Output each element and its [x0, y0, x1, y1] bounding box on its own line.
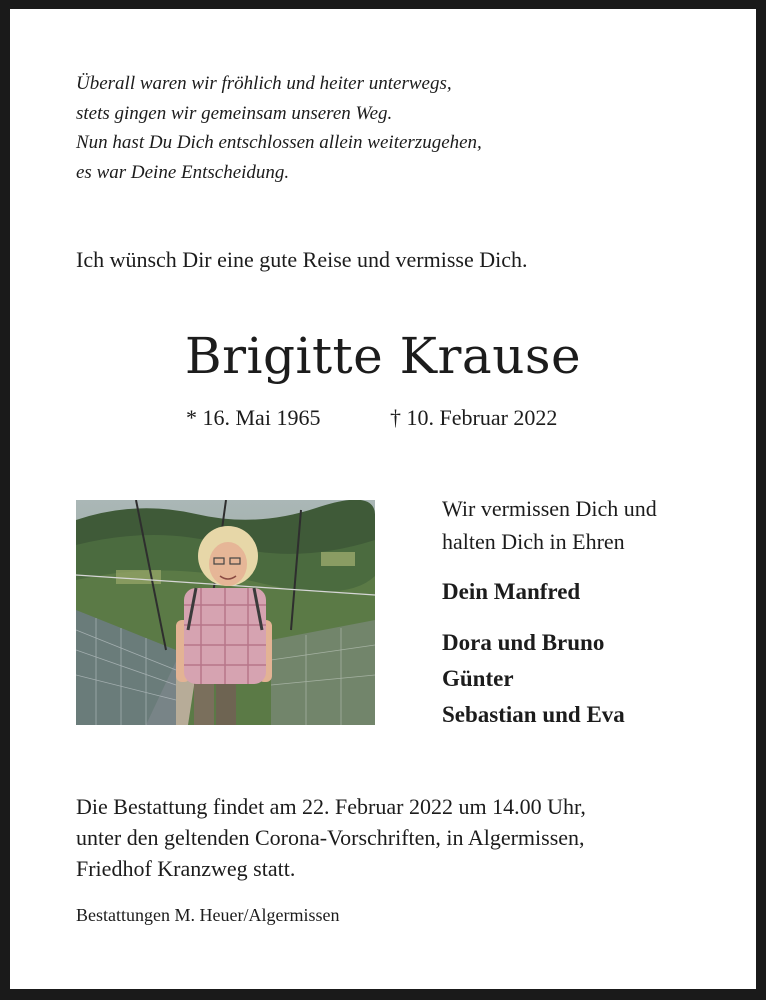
funeral-line: unter den geltenden Corona-Vorschriften, in Algermissen,: [76, 825, 585, 850]
funeral-line: Friedhof Kranzweg statt.: [76, 856, 296, 881]
poem-line: stets gingen wir gemeinsam unseren Weg.: [76, 102, 393, 124]
funeral-notice: [76, 791, 586, 884]
mourner-name: Sebastian und Eva: [442, 702, 625, 727]
portrait-photo: [76, 500, 375, 725]
spouse-name: Dein Manfred: [442, 579, 581, 604]
obituary-card: [10, 9, 756, 989]
undertaker: Bestattungen M. Heuer/Algermissen: [76, 905, 340, 925]
poem-line: es war Deine Entscheidung.: [76, 161, 290, 183]
family-signatures: [442, 492, 657, 733]
family-intro-line: Wir vermissen Dich und: [442, 496, 657, 521]
poem-line: Nun hast Du Dich entschlossen allein weiterzugehen,: [76, 132, 482, 153]
mourner-name: Günter: [442, 666, 514, 691]
mourner-name: Dora und Bruno: [442, 630, 605, 655]
family-intro-line: halten Dich in Ehren: [442, 529, 625, 554]
funeral-line: Die Bestattung findet am 22. Februar 2022 um 14.00 Uhr,: [76, 794, 586, 819]
birth-date: * 16. Mai 1965: [186, 405, 321, 430]
deceased-name: Brigitte Krause: [184, 327, 582, 385]
death-date: † 10. Februar 2022: [390, 405, 558, 430]
poem: [76, 69, 482, 187]
farewell-wish: Ich wünsch Dir eine gute Reise und vermisse Dich.: [76, 247, 528, 272]
poem-line: Überall waren wir fröhlich und heiter unterwegs,: [76, 73, 452, 94]
